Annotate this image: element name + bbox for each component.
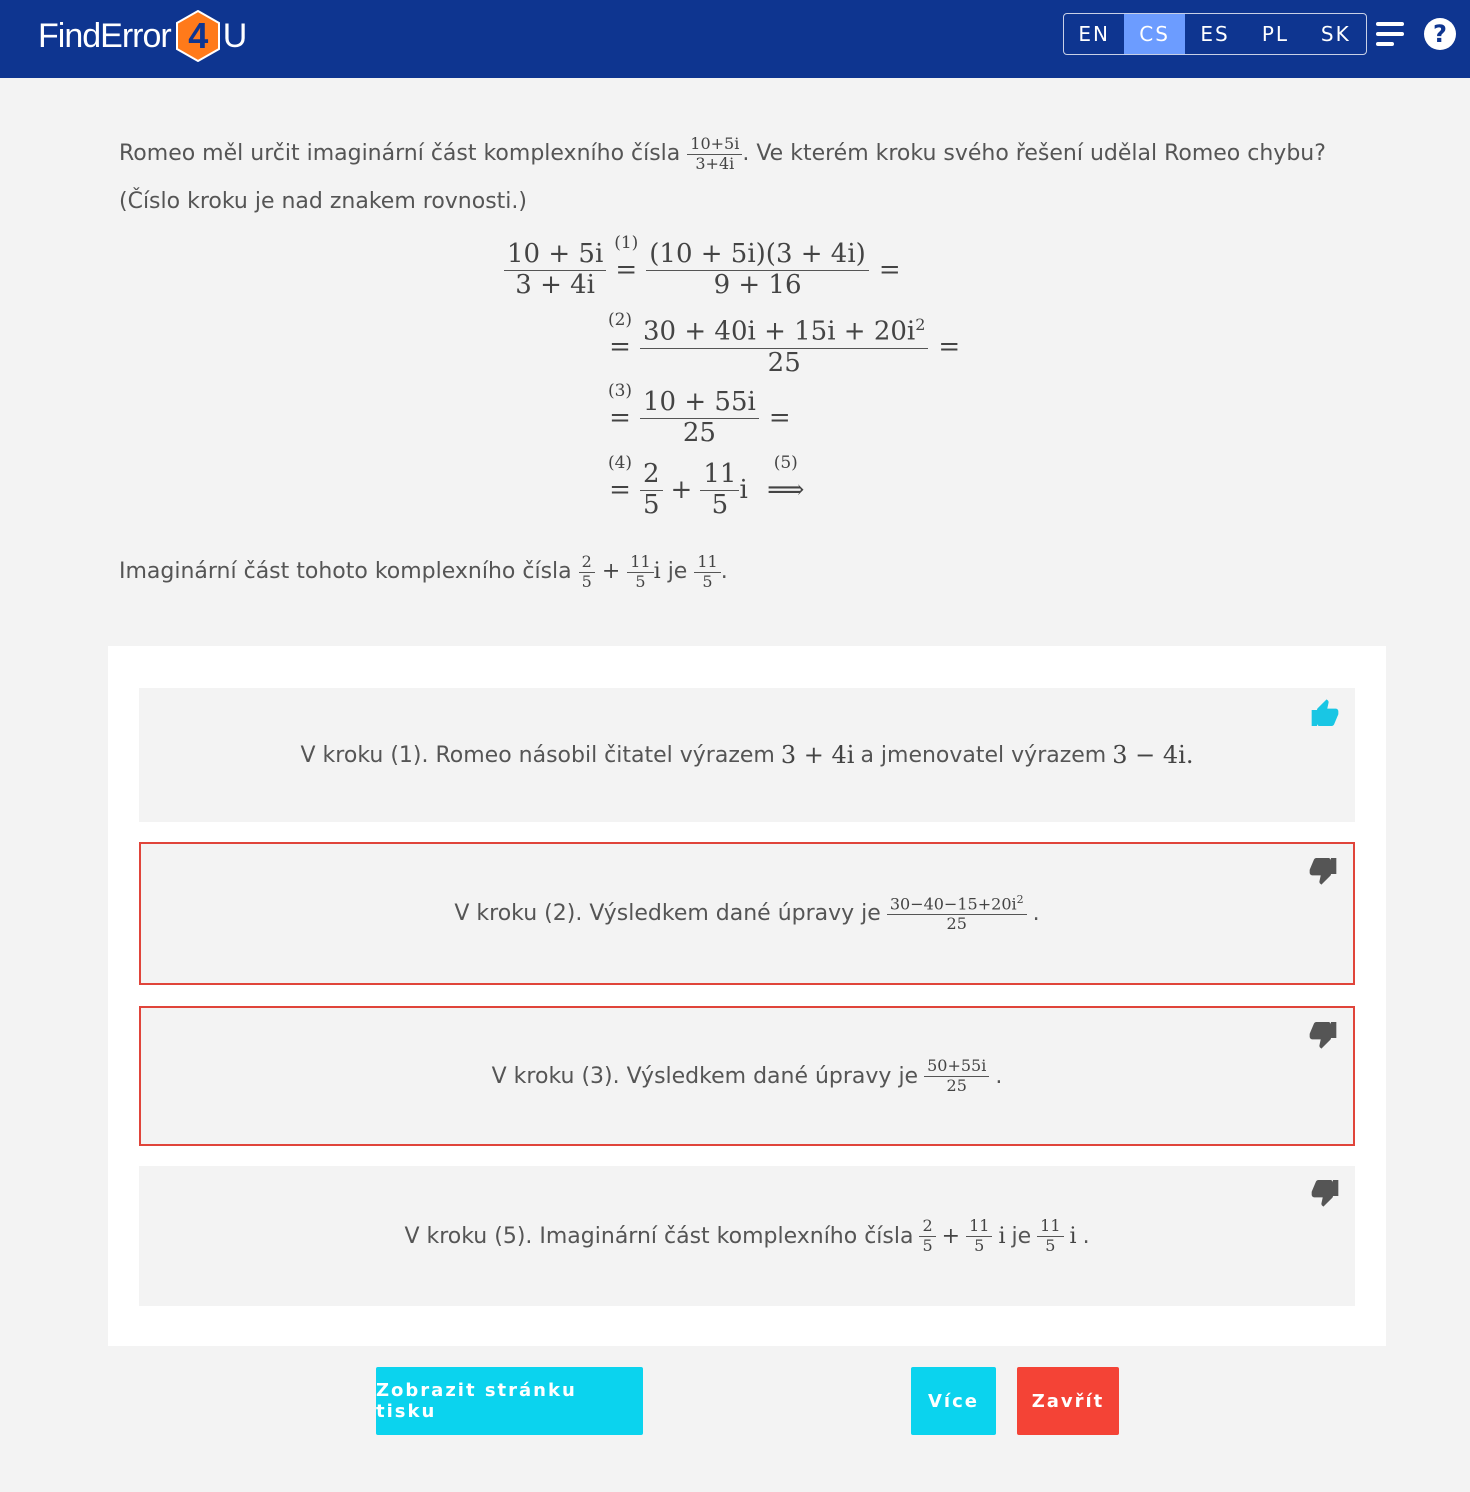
option-4-b-den: 5 — [974, 1235, 985, 1255]
step-2-num — [640, 316, 928, 349]
equals-step-2 — [606, 310, 634, 363]
step-2-tail: = — [938, 332, 961, 363]
option-2-text-1: V kroku (2). Výsledkem dané úpravy je — [454, 900, 881, 926]
step-2-num-sup: 2 — [915, 315, 926, 334]
step-4-fraction-a — [640, 460, 663, 521]
option-1-math-1: 3 + 4i — [780, 741, 855, 769]
answer-option-4[interactable] — [139, 1166, 1355, 1306]
logo-hexagon-icon — [175, 10, 221, 62]
equals-sign: = — [609, 332, 631, 363]
problem-text-after: . Ve kterém kroku svého řešení udělal Romeo chybu? — [742, 141, 1326, 166]
solution-row-2 — [606, 310, 961, 378]
equals-step-1 — [612, 233, 640, 286]
implies-step-5 — [762, 453, 810, 506]
option-2-frac-den: 25 — [946, 913, 967, 933]
implies-arrow-icon: ⟹ — [767, 475, 805, 506]
lhs-num: 10 + 5i — [504, 240, 606, 271]
step-4-b-den: 5 — [711, 489, 729, 520]
problem-frac-den: 3+4i — [695, 153, 735, 173]
option-4-text-1: V kroku (5). Imaginární část komplexního čísla — [404, 1223, 914, 1249]
conclusion-r-den: 5 — [702, 571, 713, 591]
option-4-r-imag-unit: i — [1069, 1223, 1077, 1249]
option-1-text-1: V kroku (1). Romeo násobil čitatel výrazem — [300, 742, 775, 768]
step-4-fraction-b — [700, 460, 739, 521]
option-4-r-den: 5 — [1045, 1235, 1056, 1255]
equals-sign: = — [609, 403, 631, 434]
answer-option-1[interactable] — [139, 688, 1355, 822]
option-2-fraction — [887, 894, 1027, 933]
step-4-b-num: 11 — [700, 460, 739, 491]
lang-en[interactable]: EN — [1078, 22, 1110, 46]
logo-text-right: U — [222, 16, 247, 55]
option-4-b-num: 11 — [966, 1217, 992, 1236]
option-1-math-2 — [1112, 741, 1193, 769]
answer-option-2[interactable] — [139, 842, 1355, 985]
lang-es[interactable]: ES — [1200, 22, 1230, 46]
conclusion-text-2: je — [667, 559, 688, 584]
step-2-label: (2) — [607, 310, 633, 331]
more-button[interactable]: Více — [911, 1367, 996, 1435]
answer-option-2-text — [454, 894, 1039, 933]
step-3-den: 25 — [682, 417, 716, 448]
option-4-frac-result — [1037, 1217, 1063, 1255]
answer-option-3-text — [492, 1057, 1003, 1095]
option-4-frac-b — [966, 1217, 992, 1255]
option-3-frac-den: 25 — [946, 1075, 967, 1095]
step-4-a-den: 5 — [643, 489, 660, 520]
conclusion-end: . — [720, 559, 728, 584]
option-4-end: . — [1082, 1223, 1090, 1249]
problem-fraction — [687, 135, 742, 173]
step-1-num: (10 + 5i)(3 + 4i) — [646, 240, 869, 271]
lang-pl[interactable]: PL — [1261, 22, 1290, 46]
option-4-text-2: je — [1011, 1223, 1032, 1249]
option-4-imag-unit: i — [998, 1223, 1006, 1249]
step-1-den: 9 + 16 — [713, 269, 802, 300]
answer-panel — [108, 646, 1386, 1346]
step-4-a-num: 2 — [640, 460, 663, 491]
step-4-imag-unit: i — [739, 475, 748, 506]
option-2-frac-num — [887, 894, 1027, 915]
step-3-label: (3) — [607, 381, 633, 402]
logo-digit: 4 — [188, 15, 208, 56]
conclusion-text-1: Imaginární část tohoto komplexního čísla — [119, 559, 572, 584]
conclusion-frac-a — [579, 553, 595, 591]
step-4-plus: + — [670, 475, 693, 506]
equals-sign: = — [609, 475, 631, 506]
conclusion-r-num: 11 — [694, 553, 720, 572]
conclusion-frac-b — [627, 553, 653, 591]
help-icon[interactable]: ? — [1424, 18, 1456, 50]
thumbs-down-icon — [1309, 1176, 1341, 1208]
lhs-den: 3 + 4i — [515, 269, 595, 300]
option-3-frac-num: 50+55i — [924, 1057, 989, 1076]
equals-sign: = — [615, 255, 638, 286]
print-view-button[interactable]: Zobrazit stránku tisku — [376, 1367, 643, 1435]
conclusion-b-den: 5 — [635, 571, 646, 591]
option-1-math-2-text: 3 − 4i — [1112, 741, 1186, 769]
thumbs-up-icon — [1309, 698, 1341, 730]
problem-note: (Číslo kroku je nad znakem rovnosti.) — [119, 189, 527, 214]
step-1-label: (1) — [614, 233, 639, 254]
option-3-end: . — [995, 1063, 1003, 1089]
step-5-label: (5) — [773, 453, 798, 474]
problem-text-before: Romeo měl určit imaginární část komplexního čísla — [119, 141, 681, 166]
lhs-fraction — [504, 240, 606, 301]
answer-option-1-text — [301, 741, 1194, 769]
answer-option-3[interactable] — [139, 1006, 1355, 1146]
problem-frac-num: 10+5i — [687, 135, 742, 154]
step-3-num: 10 + 55i — [640, 388, 759, 419]
thumbs-down-icon — [1307, 854, 1339, 886]
conclusion-b-num: 11 — [627, 553, 653, 572]
top-bar — [0, 0, 1470, 78]
solution-row-4 — [606, 453, 810, 521]
problem-line — [119, 130, 1369, 178]
step-4-label: (4) — [607, 453, 633, 474]
step-3-fraction — [640, 388, 759, 449]
option-3-fraction — [924, 1057, 989, 1095]
step-2-num-text: 30 + 40i + 15i + 20i — [643, 316, 916, 347]
conclusion — [119, 550, 728, 594]
option-4-r-num: 11 — [1037, 1217, 1063, 1236]
step-1-tail: = — [878, 255, 901, 286]
conclusion-frac-result — [694, 553, 720, 591]
problem-statement — [119, 130, 1369, 226]
conclusion-imag-unit: i — [653, 559, 661, 584]
thumbs-down-icon — [1307, 1018, 1339, 1050]
step-3-tail: = — [768, 403, 791, 434]
option-2-frac-num-text: 30−40−15+20i — [889, 894, 1017, 914]
solution-row-3 — [606, 381, 791, 449]
lang-sk[interactable]: SK — [1320, 22, 1351, 46]
conclusion-a-num: 2 — [579, 553, 595, 572]
solution-row-1 — [504, 233, 901, 301]
equals-step-4 — [606, 453, 634, 506]
lang-cs[interactable]: CS — [1124, 14, 1184, 54]
menu-icon[interactable] — [1376, 20, 1406, 48]
equals-step-3 — [606, 381, 634, 434]
option-1-end: . — [1185, 741, 1194, 769]
answer-option-4-text — [404, 1217, 1089, 1255]
step-2-fraction — [640, 316, 928, 378]
conclusion-a-den: 5 — [581, 571, 592, 591]
step-2-den: 25 — [767, 347, 801, 378]
option-2-end: . — [1032, 900, 1040, 926]
option-1-text-2: a jmenovatel výrazem — [860, 742, 1107, 768]
option-3-text-1: V kroku (3). Výsledkem dané úpravy je — [491, 1063, 919, 1089]
conclusion-plus: + — [601, 559, 621, 584]
step-1-fraction — [646, 240, 869, 301]
close-button[interactable]: Zavřít — [1017, 1367, 1119, 1435]
option-4-a-den: 5 — [922, 1235, 933, 1255]
option-4-frac-a — [919, 1217, 935, 1255]
option-2-frac-num-sup: 2 — [1016, 892, 1024, 906]
language-switcher — [1063, 13, 1367, 55]
logo-text-left: FindError — [38, 16, 171, 55]
option-4-a-num: 2 — [919, 1217, 935, 1236]
option-4-plus: + — [941, 1223, 961, 1249]
logo[interactable] — [38, 8, 246, 64]
